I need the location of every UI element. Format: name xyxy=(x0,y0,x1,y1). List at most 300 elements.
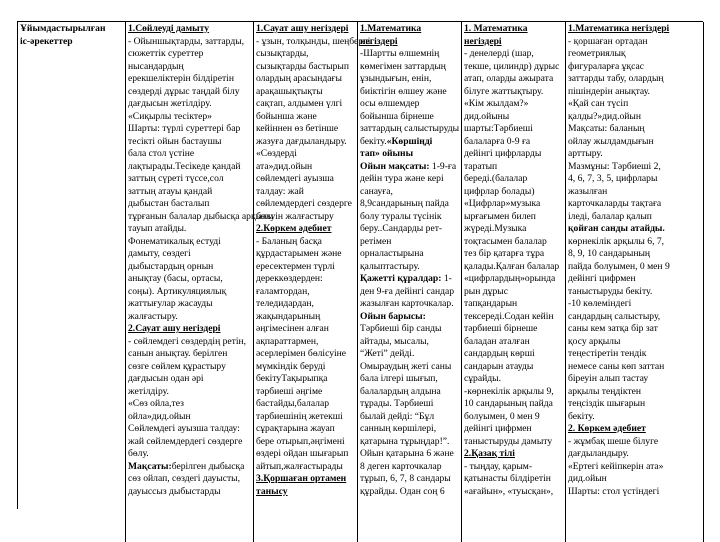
text-segment: 1-9-ға xyxy=(429,160,457,172)
text-segment: дағдысын одан әрі xyxy=(128,373,204,384)
text-segment: сөздерді дұрыс таңдай білу xyxy=(128,85,240,97)
text-segment: Ойын барысы: xyxy=(360,310,426,322)
cell-text-line xyxy=(568,161,701,174)
text-segment: баладан аталған xyxy=(464,335,530,347)
section-heading: 2.Қазақ тілі xyxy=(464,448,515,459)
text-segment: Тәрбиеші бір санды xyxy=(360,323,442,334)
text-segment: заттың атауы қандай xyxy=(128,185,213,197)
cell-text-line xyxy=(128,73,251,86)
cell-text-line xyxy=(256,136,355,149)
text-segment: жазуға дағдыландыру. xyxy=(256,135,347,147)
section-heading: 1.Сөйлеуді дамыту xyxy=(128,23,210,34)
text-segment: балалардың алдына xyxy=(360,385,441,397)
cell-text-line xyxy=(256,448,355,461)
cell-text-line xyxy=(256,73,355,86)
cell-text-line xyxy=(256,61,355,74)
cell-text-line xyxy=(128,48,251,61)
text-segment: таныстыруды дамыту xyxy=(464,435,553,447)
cell-text-line xyxy=(360,423,459,436)
cell-text-line xyxy=(568,48,701,61)
text-segment: рын дұрыс xyxy=(464,285,508,297)
cell-text-line xyxy=(360,311,459,324)
cell-text-line xyxy=(360,186,459,199)
text-segment: сюжеттік суреттер xyxy=(128,48,204,59)
text-segment: -көрнекілік арқылы 9, xyxy=(464,385,554,397)
text-segment: балаларға 0-9 ға xyxy=(464,135,531,147)
cell-text-line xyxy=(568,211,701,224)
cell-text-line xyxy=(360,223,459,236)
text-segment: тәрбиеші бірнеше xyxy=(464,323,538,334)
cell-text-line xyxy=(256,436,355,449)
cell-text-line xyxy=(128,111,251,124)
cell-text-line xyxy=(568,123,701,136)
cell-text-line xyxy=(568,61,701,74)
cell-text-line xyxy=(360,148,459,161)
text-segment: «ағайын», «туысқан», xyxy=(464,485,554,497)
cell-text-line xyxy=(360,473,459,486)
text-segment: өздері ойдан шығарып xyxy=(256,448,349,459)
cell-text-line xyxy=(464,273,563,286)
cell-text-line xyxy=(360,98,459,111)
cell-text-line xyxy=(464,73,563,86)
cell-text-line xyxy=(360,23,459,36)
text-segment: білуге жаттықтыру. xyxy=(464,85,544,97)
text-segment: арақашықтықты xyxy=(256,85,323,97)
text-segment: бөлу. xyxy=(128,448,149,459)
text-segment: «Қай сан түсіп xyxy=(568,98,629,109)
cell-text-line xyxy=(360,261,459,274)
text-segment: жаттығулар жасауды xyxy=(128,298,213,309)
text-segment: осы өлшемдер xyxy=(360,98,420,109)
cell-text-line xyxy=(128,386,251,399)
cell-text-line xyxy=(568,248,701,261)
text-segment: жетілдіру. xyxy=(128,385,169,397)
text-segment: жазылған xyxy=(568,185,608,197)
text-segment: айтып,жалғастырады xyxy=(256,460,343,472)
text-segment: бөлуін жалғастыру xyxy=(256,210,334,222)
cell-text-line xyxy=(128,336,251,349)
cell-text-line xyxy=(568,223,701,236)
text-segment: ата»дид.ойын xyxy=(256,160,313,172)
text-segment: санын анықтау. берілген xyxy=(128,348,228,359)
cell-text-line xyxy=(360,323,459,336)
text-segment: арқылы теңдіктен xyxy=(568,385,642,397)
text-segment: дыбыстан басталып xyxy=(128,198,210,209)
cell-text-line xyxy=(128,36,251,49)
text-segment: - Баланың басқа xyxy=(256,235,322,247)
cell-text-line xyxy=(256,411,355,424)
cell-text-line xyxy=(128,261,251,274)
text-segment: қатарына тұрыңдар!”. xyxy=(360,435,450,447)
text-segment: - қоршаған ортадан xyxy=(568,35,648,47)
text-segment: ересектермен түрлі xyxy=(256,260,335,272)
cell-text-line xyxy=(568,261,701,274)
text-segment: дағдысын жетілдіру. xyxy=(128,98,212,109)
text-segment: Ойын қатарына 6 және xyxy=(360,448,454,459)
cell-text-line xyxy=(256,323,355,336)
cell-text-line xyxy=(256,311,355,324)
cell-text-line xyxy=(360,298,459,311)
section-heading: танысу xyxy=(256,485,288,497)
text-segment: сызықтарды, xyxy=(256,48,309,59)
text-segment: қосу арқылы xyxy=(568,335,621,347)
cell-text-line xyxy=(464,223,563,236)
cell-text-line xyxy=(128,298,251,311)
cell-text-line xyxy=(464,48,563,61)
text-segment: таныстыруды бекіту. xyxy=(568,285,653,297)
cell-text-line xyxy=(256,98,355,111)
text-segment: атап, оларды ажырата xyxy=(464,73,554,84)
text-segment: мүмкіндік беруді xyxy=(256,360,326,372)
cell-text-line xyxy=(128,448,251,461)
text-segment: дейін тура және кері xyxy=(360,173,444,184)
cell-text-line xyxy=(360,348,459,361)
cell-text-line xyxy=(568,473,701,486)
cell-text-line xyxy=(464,36,563,49)
cell-text-line xyxy=(360,436,459,449)
text-segment: - тыңдау, қарым- xyxy=(464,460,533,472)
text-segment: тексереді.Содан кейін xyxy=(464,310,554,322)
cell-text-line xyxy=(360,336,459,349)
cell-text-line xyxy=(568,23,701,36)
cell-text-line xyxy=(464,261,563,274)
text-segment: көмегімен заттардың xyxy=(360,60,446,72)
cell-text-line xyxy=(464,61,563,74)
text-segment: «Кім жылдам?» xyxy=(464,98,529,109)
text-segment: «Сөздерді xyxy=(256,148,297,159)
cell-text-line xyxy=(568,298,701,311)
cell-text-line xyxy=(464,323,563,336)
text-segment: айтады, мысалы, xyxy=(360,335,429,347)
text-segment: ғаламтордан, xyxy=(256,285,310,297)
text-segment: қойған санды атайды. xyxy=(568,223,665,234)
cell-text-line xyxy=(568,173,701,186)
text-segment: шарты:Тәрбиеші xyxy=(464,123,533,134)
cell-text-line xyxy=(568,286,701,299)
text-segment: Сөйлемдегі ауызша талдау: xyxy=(128,423,240,434)
cell-text-line xyxy=(464,336,563,349)
cell-text-line xyxy=(360,286,459,299)
text-segment: ақпараттармен, xyxy=(256,335,319,347)
text-segment: жақындарының xyxy=(256,310,321,322)
text-segment: - Ойыншықтарды, заттарды, xyxy=(128,35,245,47)
text-segment: былай дейді: “Бұл xyxy=(360,410,435,422)
text-segment: береді.(балалар xyxy=(464,173,528,184)
text-segment: -Шартты өлшемнің xyxy=(360,48,440,59)
cell-text-line xyxy=(128,423,251,436)
text-segment: “Жеті” дейді. xyxy=(360,348,415,359)
cell-text-line xyxy=(256,298,355,311)
cell-text-line xyxy=(464,86,563,99)
text-segment: Мақсаты: xyxy=(128,460,172,472)
cell-text-line xyxy=(568,436,701,449)
text-segment: ерекшеліктерін білдіретін xyxy=(128,73,234,84)
text-segment: сандардың көршi xyxy=(464,348,535,359)
text-segment: Қажетті құралдар: xyxy=(360,273,442,284)
text-segment: Омыраудың жеті саны xyxy=(360,360,452,372)
text-segment: құрайды. Одан соң 6 xyxy=(360,485,445,497)
text-segment: ойлау жылдамдығын xyxy=(568,135,654,147)
text-segment: бекіту. xyxy=(360,135,387,147)
cell-text-line xyxy=(128,286,251,299)
cell-text-line xyxy=(568,273,701,286)
row-label-line-1: Ұйымдастырылған xyxy=(20,23,106,34)
text-segment: дыбыстардың орнын xyxy=(128,260,214,272)
text-segment: тез бір қатарға тұра xyxy=(464,248,545,259)
section-heading: 1.Математика негіздері xyxy=(568,23,670,34)
text-segment: бере отырып,әңгімені xyxy=(256,435,345,447)
cell-text-line xyxy=(360,273,459,286)
section-heading: негіздері xyxy=(464,35,502,47)
cell-text-line xyxy=(360,198,459,211)
label-column xyxy=(18,22,126,542)
text-segment: әңгімесінен алған xyxy=(256,323,329,334)
text-segment: 4, 6, 7, 3, 5, цифрлары xyxy=(568,173,658,184)
cell-text-line xyxy=(464,23,563,36)
cell-text-line xyxy=(128,186,251,199)
cell-text-line xyxy=(568,411,701,424)
cell-text-line xyxy=(128,161,251,174)
cell-text-line xyxy=(256,473,355,486)
text-segment: теңсіздік шығарын xyxy=(568,398,646,409)
cell-text-line xyxy=(256,386,355,399)
cell-text-line xyxy=(128,461,251,474)
text-segment: бала ілгері шығып, xyxy=(360,373,438,384)
cell-text-line xyxy=(360,61,459,74)
cell-text-line xyxy=(568,486,701,499)
text-segment: нысандардың xyxy=(128,60,184,72)
cell-text-line xyxy=(256,336,355,349)
text-segment: дейінгі цифрларды xyxy=(464,148,542,159)
cell-text-line xyxy=(128,223,251,236)
cell-text-line xyxy=(464,423,563,436)
text-segment: пішіндерін анықтау. xyxy=(568,85,650,97)
day-column-2 xyxy=(254,22,371,542)
cell-text-line xyxy=(464,486,563,499)
text-segment: сөйлемдердегі сөздерге xyxy=(256,198,352,209)
text-segment: сақтап, алдымен үлгі xyxy=(256,98,343,109)
text-segment: біреуін алып тастау xyxy=(568,373,649,384)
text-segment: 8, 9, 10 сандарының xyxy=(568,248,651,259)
cell-text-line xyxy=(568,336,701,349)
text-segment: кейіннен өз бетінше xyxy=(256,123,339,134)
text-segment: арттыру. xyxy=(568,148,603,159)
cell-text-line xyxy=(256,236,355,249)
text-segment: көрнекілік арқылы 6, 7, xyxy=(568,235,665,247)
day-column-5 xyxy=(566,22,704,542)
cell-text-line xyxy=(128,373,251,386)
text-segment: Мазмұны: Тәрбиеші 2, xyxy=(568,160,661,172)
cell-text-line xyxy=(464,161,563,174)
text-segment: 8 деген карточкалар xyxy=(360,460,442,472)
text-segment-bold: «Көршіңді xyxy=(386,135,433,147)
text-segment: тәрбиешінің жетекші xyxy=(256,410,343,422)
text-segment: Шарты: түрлі суреттері бар xyxy=(128,123,241,134)
cell-text-line xyxy=(360,173,459,186)
text-segment: Мақсаты: баланың xyxy=(568,123,645,134)
cell-text-line xyxy=(256,123,355,136)
text-segment: тапқандарын xyxy=(464,298,518,309)
cell-text-line xyxy=(568,148,701,161)
text-segment: геометриялық xyxy=(568,48,626,59)
cell-text-line xyxy=(568,423,701,436)
cell-text-line xyxy=(360,386,459,399)
cell-text-line xyxy=(256,261,355,274)
cell-text-line xyxy=(256,148,355,161)
cell-text-line xyxy=(464,248,563,261)
cell-text-line xyxy=(256,486,355,499)
cell-text-line xyxy=(256,86,355,99)
cell-text-line xyxy=(464,286,563,299)
cell-text-line xyxy=(568,311,701,324)
cell-text-line xyxy=(256,361,355,374)
cell-text-line xyxy=(360,161,459,174)
text-segment: бала стол үстіне xyxy=(128,148,195,159)
text-segment: «Цифрлар»музыка xyxy=(464,198,541,209)
cell-text-line xyxy=(568,386,701,399)
cell-text-line xyxy=(128,61,251,74)
cell-text-line xyxy=(128,23,251,36)
text-segment: биіктігін өлшеу және xyxy=(360,85,447,97)
text-segment: тұрғанын балалар дыбысқа арқылы xyxy=(128,210,274,222)
text-segment: ден 9-ға дейінгі сандар xyxy=(360,285,455,297)
cell-text-line xyxy=(464,373,563,386)
cell-text-line xyxy=(568,86,701,99)
text-segment: карточкаларды тақтаға xyxy=(568,198,662,209)
text-segment: болуымен, 0 мен 9 xyxy=(464,410,540,422)
cell-text-line xyxy=(360,361,459,374)
text-segment: - денелерді (шар, xyxy=(464,48,534,59)
cell-text-line xyxy=(256,48,355,61)
cell-text-line xyxy=(464,123,563,136)
cell-text-line xyxy=(256,286,355,299)
cell-text-line xyxy=(256,198,355,211)
section-heading: 1. Математика xyxy=(464,23,528,34)
cell-text-line xyxy=(568,73,701,86)
cell-text-line xyxy=(256,223,355,236)
cell-text-line xyxy=(360,48,459,61)
cell-text-line xyxy=(256,173,355,186)
section-heading: 2. Көркем әдебиет xyxy=(568,423,646,434)
cell-text-line xyxy=(464,236,563,249)
cell-text-line xyxy=(360,461,459,474)
cell-text-line xyxy=(568,111,701,124)
cell-text-line xyxy=(128,486,251,499)
cell-text-line xyxy=(568,398,701,411)
text-segment: дағдыландыру. xyxy=(568,448,629,459)
cell-text-line xyxy=(464,136,563,149)
text-segment: қалыптастыру. xyxy=(360,260,420,272)
cell-text-line xyxy=(128,210,274,224)
cell-text-line xyxy=(256,23,355,36)
text-segment: заттарды табу, олардың xyxy=(568,73,664,84)
text-segment: тап» ойыны xyxy=(360,148,414,159)
cell-text-line xyxy=(464,448,563,461)
text-segment: құрдастарымен және xyxy=(256,248,342,259)
text-segment: «цифрлардың»орында xyxy=(464,273,556,284)
text-segment: немесе саны көп заттан xyxy=(568,360,665,372)
cell-text-line xyxy=(360,123,459,136)
text-segment: - жұмбақ шеше білуге xyxy=(568,435,659,447)
cell-text-line xyxy=(256,211,355,224)
text-segment: бастайды,балалар xyxy=(256,398,330,409)
cell-text-line xyxy=(360,73,459,86)
text-segment: қалды?»дид.ойын xyxy=(568,110,641,122)
cell-text-line xyxy=(464,386,563,399)
cell-text-line xyxy=(256,398,355,411)
cell-text-line xyxy=(360,211,459,224)
text-segment: жалғастыру. xyxy=(128,310,178,322)
text-segment: дейінгі цифрмен xyxy=(568,273,636,284)
cell-text-line xyxy=(128,361,251,374)
section-heading: 2.Сауат ашу негіздері xyxy=(128,323,221,334)
cell-text-line xyxy=(128,323,251,336)
text-segment: ойла»дид.ойын xyxy=(128,410,191,422)
section-heading: 1.Сауат ашу негіздері xyxy=(256,23,349,34)
text-segment: дауыссыз дыбыстарды xyxy=(128,485,221,497)
text-segment: ретімен xyxy=(360,235,392,247)
cell-text-line xyxy=(360,373,459,386)
text-segment: сөйлемдегі ауызша xyxy=(256,173,334,184)
text-segment: саны кем затқа бір зат xyxy=(568,323,658,334)
cell-text-line xyxy=(568,448,701,461)
text-segment: соңы). Артикуляциялық xyxy=(128,285,227,297)
text-segment: ұзындығын, енін, xyxy=(360,73,432,84)
text-segment: санауға, xyxy=(360,185,393,197)
text-segment: Ойын мақсаты: xyxy=(360,160,430,172)
cell-text-line xyxy=(568,198,701,211)
cell-text-line xyxy=(568,136,701,149)
cell-text-line xyxy=(128,98,251,111)
text-segment: жай сөйлемдердегі сөздерге xyxy=(128,435,243,447)
cell-text-line xyxy=(568,323,701,336)
text-segment: сұрақтарына жауап xyxy=(256,423,335,434)
day-column-4 xyxy=(462,22,566,542)
cell-text-line xyxy=(128,473,251,486)
cell-text-line xyxy=(256,461,355,474)
cell-text-line xyxy=(256,423,355,436)
text-segment: беру..Сандарды рет- xyxy=(360,223,443,234)
text-segment: теңестіретін тендік xyxy=(568,348,647,359)
cell-text-line xyxy=(360,111,459,124)
schedule-table xyxy=(17,21,703,509)
text-segment: анықтау (басы, ортасы, xyxy=(128,273,223,284)
cell-text-line xyxy=(256,348,355,361)
text-segment: іледі, балалар қалып xyxy=(568,210,652,222)
cell-text-line xyxy=(128,198,251,211)
cell-text-line xyxy=(128,136,251,149)
cell-text-line xyxy=(360,236,459,249)
text-segment: берілген дыбысқа xyxy=(171,460,245,472)
cell-text-line xyxy=(464,473,563,486)
text-segment: бойынша бірнеше xyxy=(360,110,434,122)
cell-text-line xyxy=(464,398,563,411)
text-segment: олардың арасындағы xyxy=(256,73,342,84)
text-segment: 1- xyxy=(441,273,452,284)
cell-text-line xyxy=(464,111,563,124)
day-column-3 xyxy=(358,22,462,542)
cell-text-line xyxy=(128,311,251,324)
cell-text-line xyxy=(568,361,701,374)
text-segment: заттардың салыстыруды xyxy=(360,123,460,134)
text-segment: «Ертегі кейіпкерін ата» xyxy=(568,460,664,472)
cell-text-line xyxy=(568,348,701,361)
text-segment: орналастырына xyxy=(360,248,424,259)
cell-text-line xyxy=(128,123,251,136)
text-segment: сұрайды. xyxy=(464,373,501,384)
cell-text-line xyxy=(128,348,251,361)
text-segment: тәрбиеші әңгіме xyxy=(256,385,323,397)
